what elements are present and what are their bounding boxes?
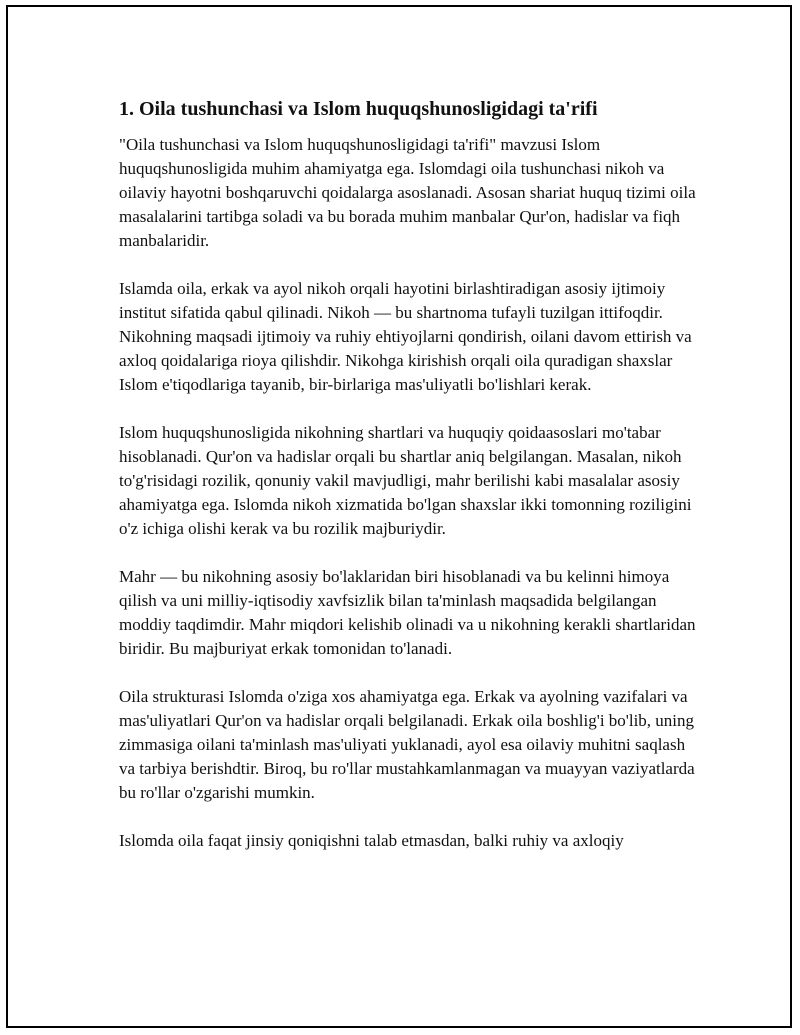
paragraph-6: Islomda oila faqat jinsiy qoniqishni talab etmasdan, balki ruhiy va axloqiy: [119, 831, 624, 850]
document-body: [119, 95, 699, 877]
paragraph-4: Mahr — bu nikohning asosiy bo'laklaridan biri hisoblanadi va bu kelinni himoya qilish va uni milliy-iqtisodiy xavfsizlik bilan ta'minlash maqsadida belgilangan moddiy taqdimdir. Mahr miqdori kelishib olinadi va u nikohning kerakli shartlaridan biridir. Bu majburiyat erkak tomonidan to'lanadi.: [119, 567, 696, 658]
section-heading: 1. Oila tushunchasi va Islom huquqshunosligidagi ta'rifi: [119, 98, 598, 120]
page-frame: [6, 5, 792, 1028]
paragraph-3: Islom huquqshunosligida nikohning shartlari va huquqiy qoidaasoslari mo'tabar hisoblanadi. Qur'on va hadislar orqali bu shartlar aniq belgilangan. Masalan, nikoh to'g'risidagi rozilik, qonuniy vakil mavjudligi, mahr berilishi kabi masalalar asosiy ahamiyatga ega. Islomda nikoh xizmatida bo'lgan shaxslar ikki tomonning roziligini o'z ichiga olishi kerak va bu rozilik majburiydir.: [119, 423, 692, 538]
paragraph-5: Oila strukturasi Islomda o'ziga xos ahamiyatga ega. Erkak va ayolning vazifalari va mas'uliyatlari Qur'on va hadislar orqali belgilanadi. Erkak oila boshlig'i bo'lib, uning zimmasiga oilani ta'minlash mas'uliyati yuklanadi, ayol esa oilaviy muhitni saqlash va tarbiya berishdtir. Biroq, bu ro'llar mustahkamlanmagan va muayyan vaziyatlarda bu ro'llar o'zgarishi mumkin.: [119, 687, 695, 802]
paragraph-2: Islamda oila, erkak va ayol nikoh orqali hayotini birlashtiradigan asosiy ijtimoiy institut sifatida qabul qilinadi. Nikoh — bu shartnoma tufayli tuzilgan ittifoqdir. Nikohning maqsadi ijtimoiy va ruhiy ehtiyojlarni qondirish, oilani davom ettirish va axloq qoidalariga rioya qilishdir. Nikohga kirishish orqali oila quradigan shaxslar Islom e'tiqodlariga tayanib, bir-birlariga mas'uliyatli bo'lishlari kerak.: [119, 279, 692, 394]
paragraph-1: "Oila tushunchasi va Islom huquqshunosligidagi ta'rifi" mavzusi Islom huquqshunosligida muhim ahamiyatga ega. Islomdagi oila tushunchasi nikoh va oilaviy hayotni boshqaruvchi qoidalarga asoslanadi. Asosan shariat huquq tizimi oila masalalarini tartibga soladi va bu borada muhim manbalar Qur'on, hadislar va fiqh manbalaridir.: [119, 135, 696, 250]
